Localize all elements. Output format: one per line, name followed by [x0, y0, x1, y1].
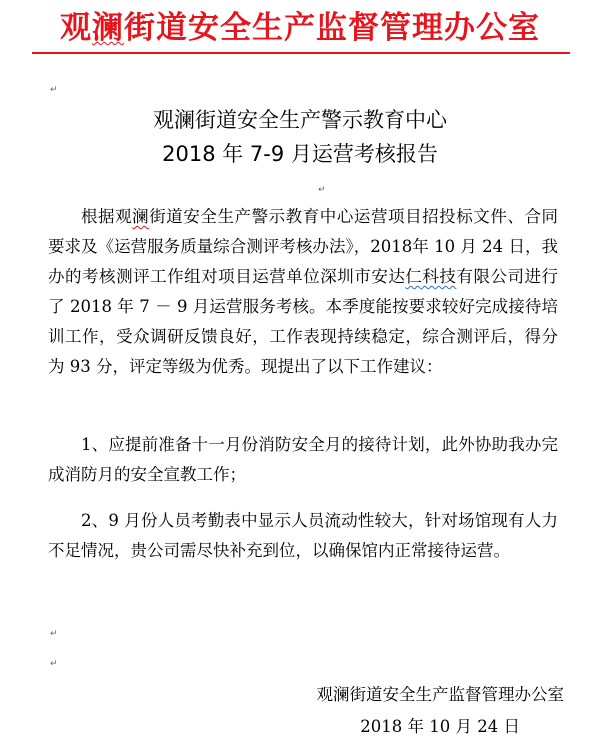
document-title-line2: 2018 年 7-9 月运营考核报告	[162, 142, 438, 166]
paragraph-mark: ↵	[50, 85, 58, 95]
signature-org	[317, 681, 565, 705]
text-run-underlined: 仁科技	[405, 267, 457, 286]
text-run: 观	[316, 685, 333, 704]
text-run: 街道安全生产警示教育中心运营项目招投标文件、合同要求及《运营服务质量综合测评考核办法》，2018年 10 月 24 日，我办的考核测评工作组对项目运营单位深圳市安达	[48, 207, 559, 286]
letterhead	[0, 2, 600, 47]
document-title-line1: 观澜街道安全生产警示教育中心	[153, 108, 447, 132]
body-paragraph-2: 1、应提前准备十一月份消防安全月的接待计划，此外协助我办完成消防月的安全宣教工作；	[48, 435, 558, 484]
letterhead-rest: 街道安全生产监督管理办公室	[124, 10, 540, 46]
paragraph-mark: ↵	[50, 629, 58, 639]
paragraph-mark: ↵	[50, 659, 58, 669]
body-paragraph-1	[48, 202, 558, 382]
letterhead-char: 观	[60, 10, 92, 46]
paragraph-mark: ↵	[318, 185, 326, 195]
text-run: 根据观	[81, 207, 133, 226]
letterhead-char-underlined: 澜	[92, 10, 124, 46]
text-run: 有限公司进行了 2018 年 7 － 9 月运营服务考核。本季度能按要求较好完成接待培训工作，受众调研反馈良好，工作表现持续稳定，综合测评后，得分为 93 分，评定等级为优秀。现提出了以下工作建议：	[48, 267, 559, 376]
text-run-underlined: 澜	[333, 685, 350, 704]
text-run-underlined: 澜	[132, 207, 150, 226]
signature-date: 2018 年 10 月 24 日	[360, 717, 520, 736]
body-paragraph-3: 2、9 月份人员考勤表中显示人员流动性较大，针对场馆现有人力不足情况，贵公司需尽快补充到位，以确保馆内正常接待运营。	[48, 511, 558, 560]
text-run: 街道安全生产监督管理办公室	[349, 685, 564, 704]
letterhead-rule	[32, 52, 570, 54]
